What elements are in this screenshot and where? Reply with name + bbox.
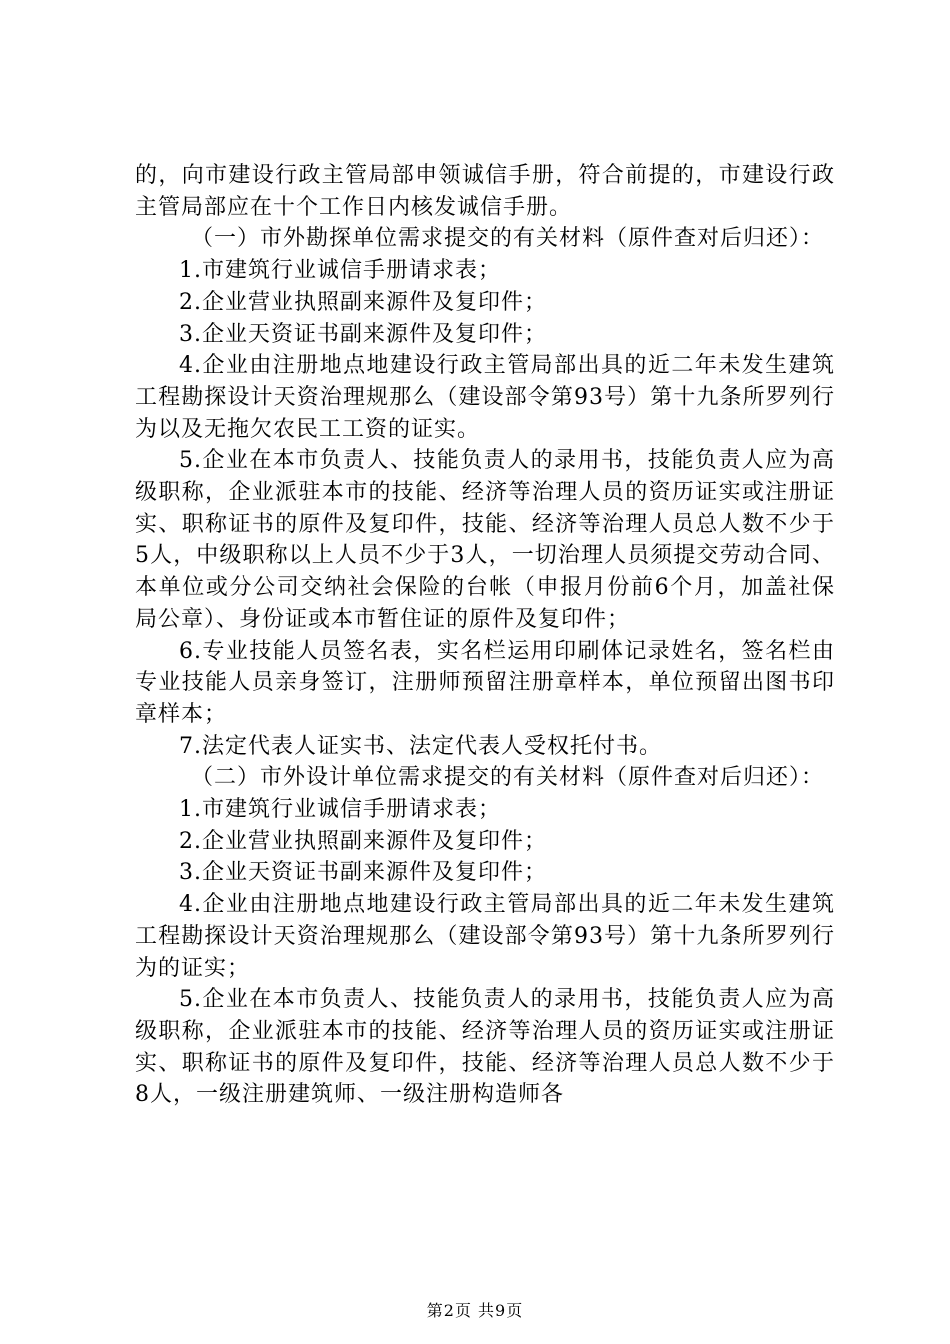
page-number-footer: 第2页 共9页 [426,1301,524,1320]
paragraph-0: 的，向市建设行政主管局部申领诚信手册，符合前提的，市建设行政主管局部应在十个工作日内核发诚信手册。 [135,163,835,220]
list-item: 6.专业技能人员签名表，实名栏运用印刷体记录姓名，签名栏由专业技能人员亲身签订，注册师预留注册章样本，单位预留出图书印章样本； [135,638,835,727]
section-heading-2: （二）市外设计单位需求提交的有关材料（原件查对后归还）： [191,765,825,791]
list-item: 2.企业营业执照副来源件及复印件； [179,289,547,315]
section-heading-1: （一）市外勘探单位需求提交的有关材料（原件查对后归还）： [191,226,825,252]
list-item: 1.市建筑行业诚信手册请求表； [179,258,501,284]
list-item: 1.市建筑行业诚信手册请求表； [179,797,501,823]
document-body [135,160,835,1111]
list-item: 3.企业天资证书副来源件及复印件； [179,321,547,347]
list-item: 5.企业在本市负责人、技能负责人的录用书，技能负责人应为高级职称，企业派驻本市的技能、经济等治理人员的资历证实或注册证实、职称证书的原件及复印件，技能、经济等治理人员总人数不少于8人，一级注册建筑师、一级注册构造师各 [135,987,835,1108]
list-item: 5.企业在本市负责人、技能负责人的录用书，技能负责人应为高级职称，企业派驻本市的技能、经济等治理人员的资历证实或注册证实、职称证书的原件及复印件，技能、经济等治理人员总人数不少于5人，中级职称以上人员不少于3人，一切治理人员须提交劳动合同、本单位或分公司交纳社会保险的台帐（申报月份前6个月，加盖社保局公章）、身份证或本市暂住证的原件及复印件； [135,448,835,632]
list-item: 7.法定代表人证实书、法定代表人受权托付书。 [179,733,662,759]
list-item: 2.企业营业执照副来源件及复印件； [179,828,547,854]
list-item: 3.企业天资证书副来源件及复印件； [179,860,547,886]
list-item: 4.企业由注册地点地建设行政主管局部出具的近二年未发生建筑工程勘探设计天资治理规那么（建设部令第93号）第十九条所罗列行为的证实； [135,892,835,981]
list-item: 4.企业由注册地点地建设行政主管局部出具的近二年未发生建筑工程勘探设计天资治理规那么（建设部令第93号）第十九条所罗列行为以及无拖欠农民工工资的证实。 [135,353,835,442]
